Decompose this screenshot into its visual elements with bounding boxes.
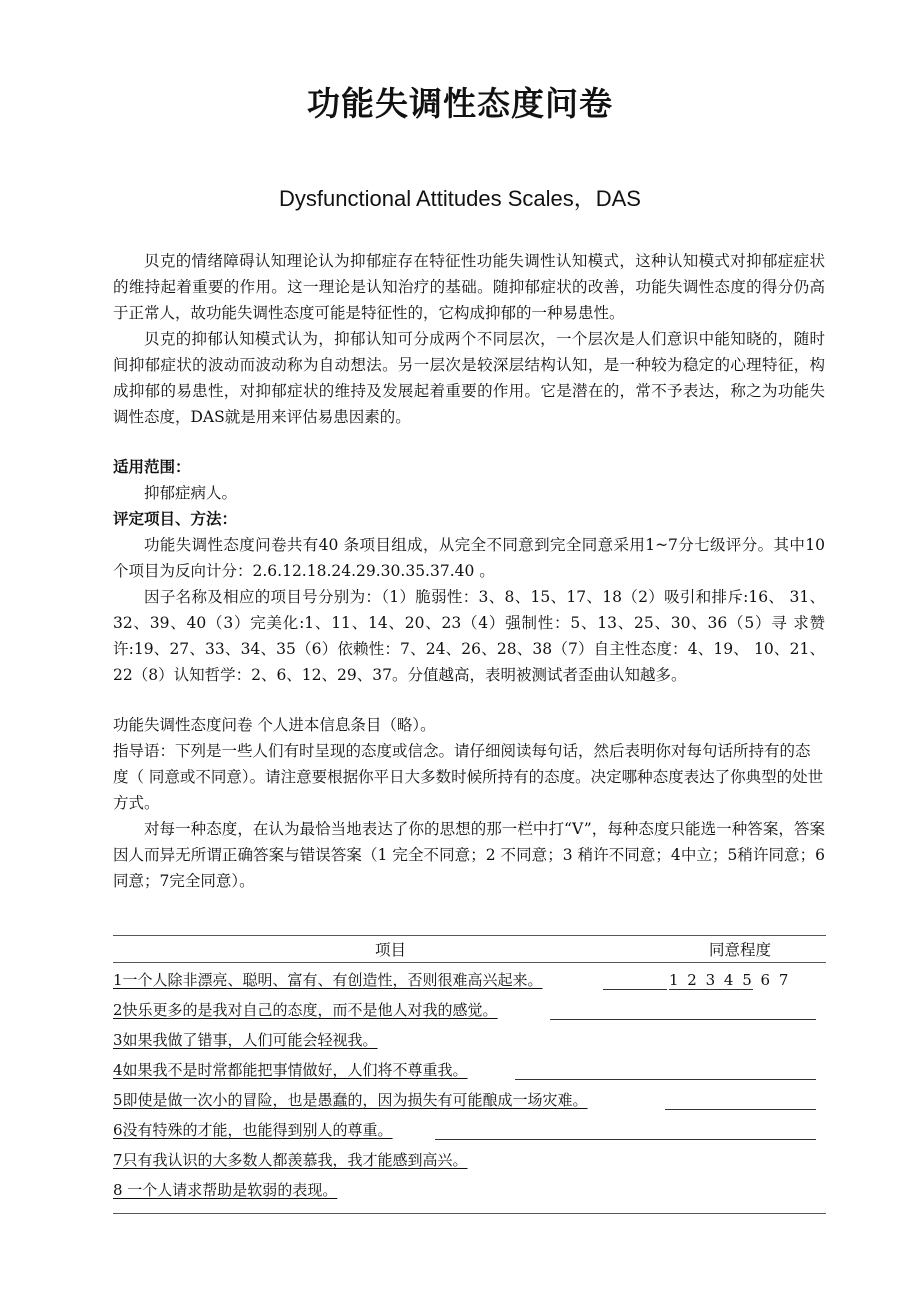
- instruction-text: 指导语：下列是一些人们有时呈现的态度或信念。请仔细阅读每句话，然后表明你对每句话所持有的态度（ 同意或不同意）。请注意要根据你平日大多数时候所持有的态度。决定哪种态度表达了你典型的处世方式。: [113, 742, 824, 812]
- list-item: [113, 1056, 826, 1086]
- method-paragraph-2: 因子名称及相应的项目号分别为：（1）脆弱性：3、8、15、17、18（2）吸引和排斥:16、 31、32、39、40（3）完美化:1、11、14、20、23（4）强制性：5、13、25、30、36（5）寻 求赞许:19、27、33、34、35（6）依赖性：7、24、26、28、38（7）自主性态度：4、19、 10、21、22（8）认知哲学：2、6、12、29、37。分值越高，表明被测试者歪曲认知越多。: [113, 588, 825, 684]
- page-title: 功能失调性态度问卷: [307, 84, 613, 123]
- column-header-item: 项目: [375, 941, 407, 959]
- intro-paragraph-1: 贝克的情绪障碍认知理论认为抑郁症存在特征性功能失调性认知模式，这种认知模式对抑郁症症状的维持起着重要的作用。这一理论是认知治疗的基础。随抑郁症状的改善，功能失调性态度的得分仍高于正常人，故功能失调性态度可能是特征性的，它构成抑郁的一种易患性。: [113, 252, 825, 322]
- instruction-text-2: 对每一种态度，在认为最恰当地表达了你的思想的那一栏中打“V”，每种态度只能选一种答案，答案因人而异无所谓正确答案与错误答案（1 完全不同意；2 不同意；3 稍许不同意；4中立；5稍许同意；6同意；7完全同意）。: [113, 820, 825, 890]
- item-text: 2快乐更多的是我对自己的态度，而不是他人对我的感觉。: [113, 1001, 498, 1019]
- list-item: [113, 966, 826, 996]
- item-text: 4如果我不是时常都能把事情做好，人们将不尊重我。: [113, 1061, 468, 1079]
- item-text: 8 一个人请求帮助是软弱的表现。: [113, 1181, 338, 1199]
- scope-heading: 适用范围：: [113, 457, 191, 476]
- item-text: 7只有我认识的大多数人都羡慕我，我才能感到高兴。: [113, 1151, 468, 1169]
- list-item: [113, 1026, 826, 1056]
- list-item: [113, 1176, 826, 1206]
- body-text: [113, 248, 825, 894]
- intro-paragraph-2: 贝克的抑郁认知模式认为，抑郁认知可分成两个不同层次，一个层次是人们意识中能知晓的，随时间抑郁症状的波动而波动称为自动想法。另一层次是较深层结构认知，是一种较为稳定的心理特征，构成抑郁的易患性，对抑郁症状的维持及发展起着重要的作用。它是潜在的，常不予表达，称之为功能失调性态度，DAS就是用来评估易患因素的。: [113, 330, 825, 426]
- table-header: [113, 935, 826, 963]
- item-text: 6没有特殊的才能，也能得到别人的尊重。: [113, 1121, 393, 1139]
- list-item: [113, 1146, 826, 1176]
- item-text: 5即使是做一次小的冒险，也是愚蠢的，因为损失有可能酿成一场灾难。: [113, 1091, 588, 1109]
- scope-text: 抑郁症病人。: [144, 484, 238, 502]
- item-list: [113, 966, 826, 1206]
- list-item: [113, 996, 826, 1026]
- rating-scale[interactable]: 1 2 3 4 5 6 7: [669, 971, 791, 989]
- questionnaire-info-line: 功能失调性态度问卷 个人进本信息条目（略）。: [113, 716, 436, 734]
- item-text: 1一个人除非漂亮、聪明、富有、有创造性，否则很难高兴起来。: [113, 971, 543, 989]
- list-item: [113, 1116, 826, 1146]
- page-subtitle: Dysfunctional Attitudes Scales，DAS: [279, 186, 641, 211]
- list-item: [113, 1086, 826, 1116]
- column-header-degree: 同意程度: [709, 941, 772, 959]
- method-heading: 评定项目、方法：: [113, 509, 238, 528]
- table-bottom-rule: [113, 1213, 826, 1214]
- method-paragraph-1: 功能失调性态度问卷共有40 条项目组成，从完全不同意到完全同意采用1~7分七级评分。其中10 个项目为反向计分：2.6.12.18.24.29.30.35.37.40 。: [113, 536, 825, 580]
- item-text: 3如果我做了错事，人们可能会轻视我。: [113, 1031, 378, 1049]
